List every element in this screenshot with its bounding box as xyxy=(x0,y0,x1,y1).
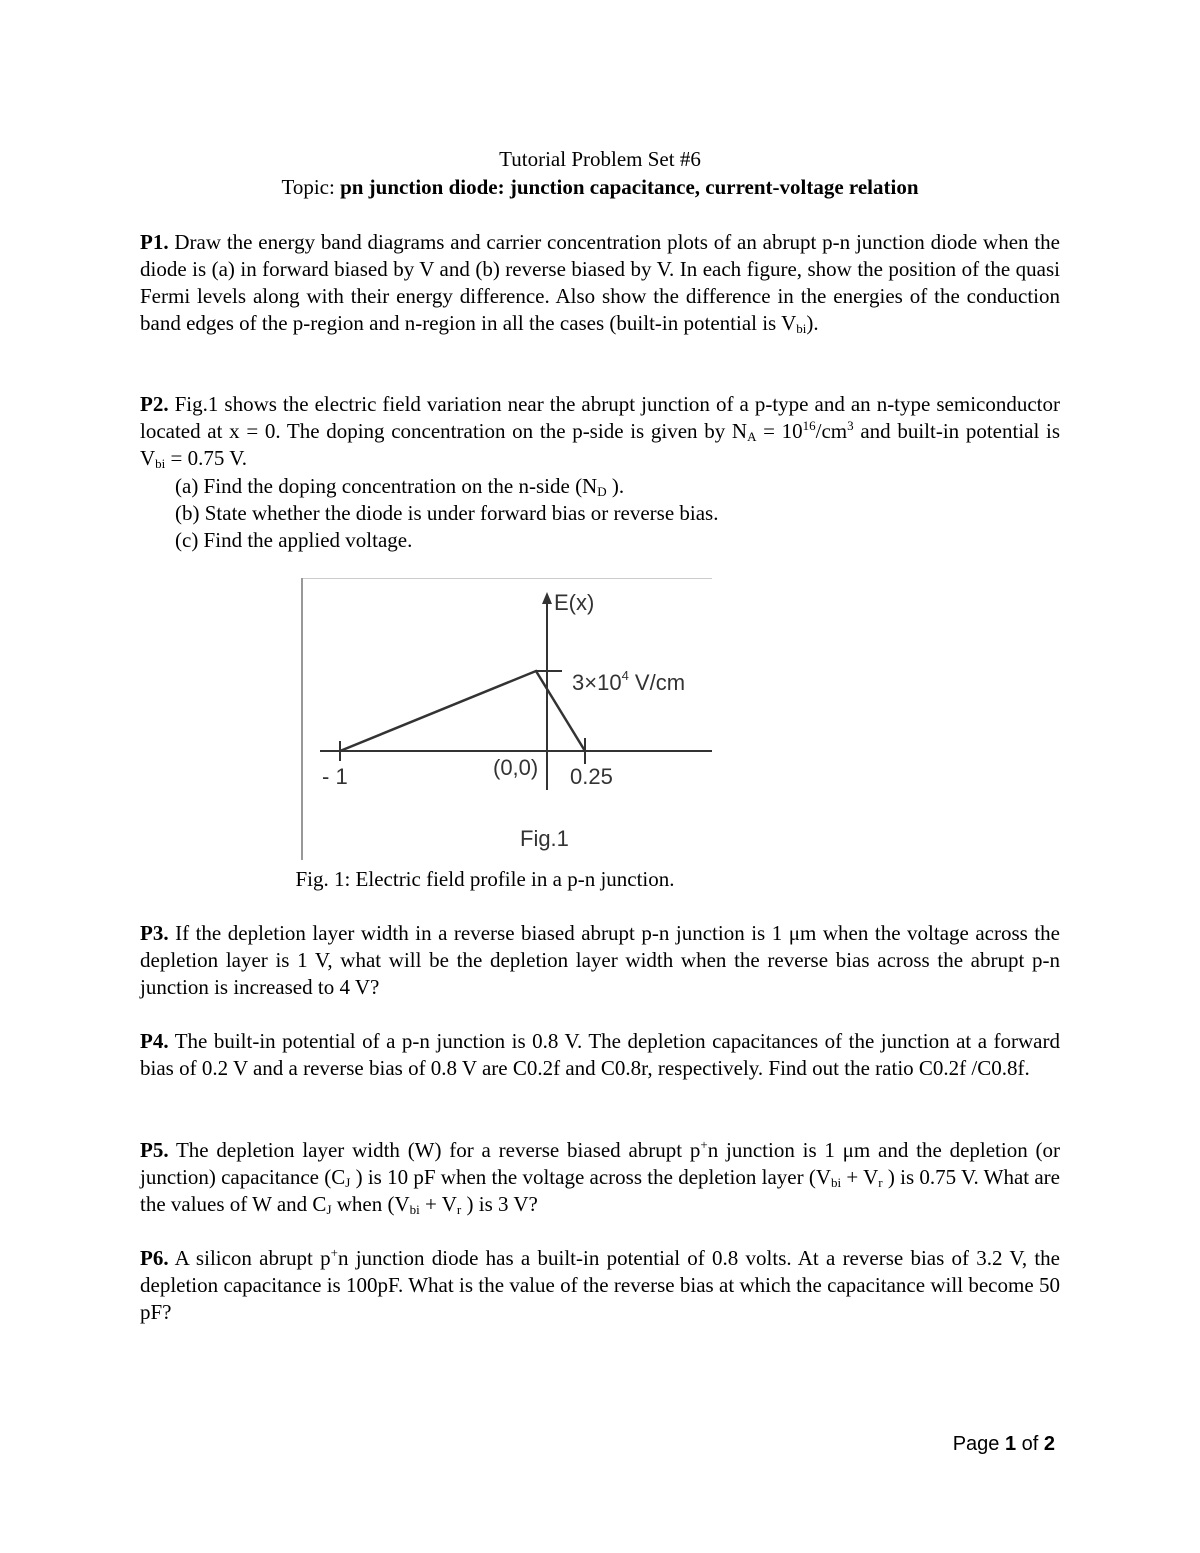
problem-5-label: P5. xyxy=(140,1138,169,1162)
problem-2-text-2: = 10 xyxy=(756,419,803,443)
problem-5-sub-j: J xyxy=(345,1175,351,1190)
problem-5-text-1: The depletion layer width (W) for a reverse biased abrupt p xyxy=(175,1138,701,1162)
y-axis-label: E(x) xyxy=(554,590,595,615)
problem-5-sub-bi: bi xyxy=(831,1175,842,1190)
problem-5-text-5: ) is 0.75 V. What are the values of W and C xyxy=(140,1165,1060,1216)
problem-4-text: The built-in potential of a p-n junction is 0.8 V. The depletion capacitances of the junction at a forward bias of 0.2 V and a reverse bias of 0.8 V are C0.2f and C0.8r, respectively. Find out the ratio C0.2f /C0.8f. xyxy=(140,1029,1060,1080)
topic-text: pn junction diode: junction capacitance, current-voltage relation xyxy=(340,175,919,199)
peak-value-label xyxy=(572,668,685,695)
problem-5-text-2: n junction is 1 μm and the depletion (or junction) capacitance (C xyxy=(140,1138,1060,1189)
problem-1-label: P1. xyxy=(140,230,169,254)
problem-2-text-1: Fig.1 shows the electric field variation near the abrupt junction of a p-type and an n-type semiconductor located at x = 0. The doping concentration on the p-side is given by N xyxy=(140,392,1060,443)
problem-2-item-b: (b) State whether the diode is under forward bias or reverse bias. xyxy=(175,501,719,525)
problem-3 xyxy=(140,920,1060,1001)
electric-field-chart xyxy=(300,578,714,868)
problem-6 xyxy=(140,1245,1060,1326)
page-number xyxy=(953,1433,1055,1456)
problem-2-text-4: and built-in potential is V xyxy=(140,419,1061,470)
problem-6-label: P6. xyxy=(140,1246,169,1270)
item-a-end: ). xyxy=(606,474,625,498)
topic-prefix: Topic: xyxy=(281,175,341,199)
of-word: of xyxy=(1016,1433,1044,1455)
problem-2-sub-a: A xyxy=(747,429,757,444)
item-a-text: (a) Find the doping concentration on the n-side (N xyxy=(175,474,598,498)
problem-6-sup-plus: + xyxy=(330,1245,338,1260)
problem-6-text-2: n junction diode has a built-in potential of 0.8 volts. At a reverse bias of 3.2 V, the depletion capacitance is 100pF. What is the value of the reverse bias at which the capacitance will become 50 pF? xyxy=(140,1246,1061,1324)
problem-2 xyxy=(140,391,1060,472)
page-total: 2 xyxy=(1043,1433,1055,1455)
page-current: 1 xyxy=(1004,1433,1017,1455)
problem-2-text-5: = 0.75 V. xyxy=(165,446,247,470)
figure-1 xyxy=(300,578,714,868)
page-title: Tutorial Problem Set #6 xyxy=(499,147,701,171)
problem-2-sup-unit: 3 xyxy=(847,418,854,433)
tick-label-origin: (0,0) xyxy=(493,755,539,780)
item-a-sub: D xyxy=(597,484,607,499)
problem-3-label: P3. xyxy=(140,921,169,945)
tick-label-left: - 1 xyxy=(322,764,348,789)
problem-6-text-1: A silicon abrupt p xyxy=(174,1246,331,1270)
problem-2-label: P2. xyxy=(140,392,169,416)
problem-2-text-3: /cm xyxy=(815,419,848,443)
y-axis-arrow-icon xyxy=(542,592,552,604)
problem-5 xyxy=(140,1137,1060,1218)
problem-5-text-3: ) is 10 pF when the voltage across the depletion layer (V xyxy=(350,1165,831,1189)
problem-3-text: If the depletion layer width in a reverse biased abrupt p-n junction is 1 μm when the voltage across the depletion layer is 1 V, what will be the depletion layer width when the reverse bias across the abrupt p-n junction is increased to 4 V? xyxy=(140,921,1060,999)
problem-2-sup-exp: 16 xyxy=(802,418,816,433)
problem-4 xyxy=(140,1028,1060,1082)
problem-4-label: P4. xyxy=(140,1029,169,1053)
field-profile-line xyxy=(340,671,585,751)
problem-5-text-6: when (V xyxy=(331,1192,410,1216)
problem-5-text-7: + V xyxy=(419,1192,457,1216)
peak-label-exp: 4 xyxy=(621,668,629,683)
figure-1-caption: Fig. 1: Electric field profile in a p-n junction. xyxy=(295,867,675,891)
page-topic xyxy=(140,175,1060,200)
problem-5-text-4: + V xyxy=(841,1165,879,1189)
peak-label-base: 3×10 xyxy=(572,670,622,695)
problem-5-sub-bi2: bi xyxy=(409,1202,420,1217)
problem-5-sup-plus: + xyxy=(700,1137,708,1152)
problem-5-sub-j2: J xyxy=(326,1202,332,1217)
problem-1-sub: bi xyxy=(796,321,807,336)
problem-2-item-c: (c) Find the applied voltage. xyxy=(175,528,413,552)
problem-5-text-8: ) is 3 V? xyxy=(461,1192,538,1216)
page-word: Page xyxy=(952,1433,1005,1455)
problem-1 xyxy=(140,229,1060,337)
problem-5-sub-r: r xyxy=(878,1175,883,1190)
figure-inner-caption: Fig.1 xyxy=(520,826,569,851)
problem-1-end: ). xyxy=(806,311,819,335)
problem-2-items xyxy=(175,473,1055,554)
peak-label-unit: V/cm xyxy=(628,670,686,695)
tick-label-right: 0.25 xyxy=(570,764,613,789)
problem-2-sub-bi: bi xyxy=(155,456,166,471)
problem-1-text: Draw the energy band diagrams and carrier concentration plots of an abrupt p-n junction diode when the diode is (a) in forward biased by V and (b) reverse biased by V. In each figure, show the position of the quasi Fermi levels along with their energy difference. Also show the difference in the energies of the conduction band edges of the p-region and n-region in all the cases (built-in potential is V xyxy=(140,230,1060,335)
problem-5-sub-r2: r xyxy=(456,1202,462,1217)
problem-2-item-a xyxy=(175,473,1055,500)
